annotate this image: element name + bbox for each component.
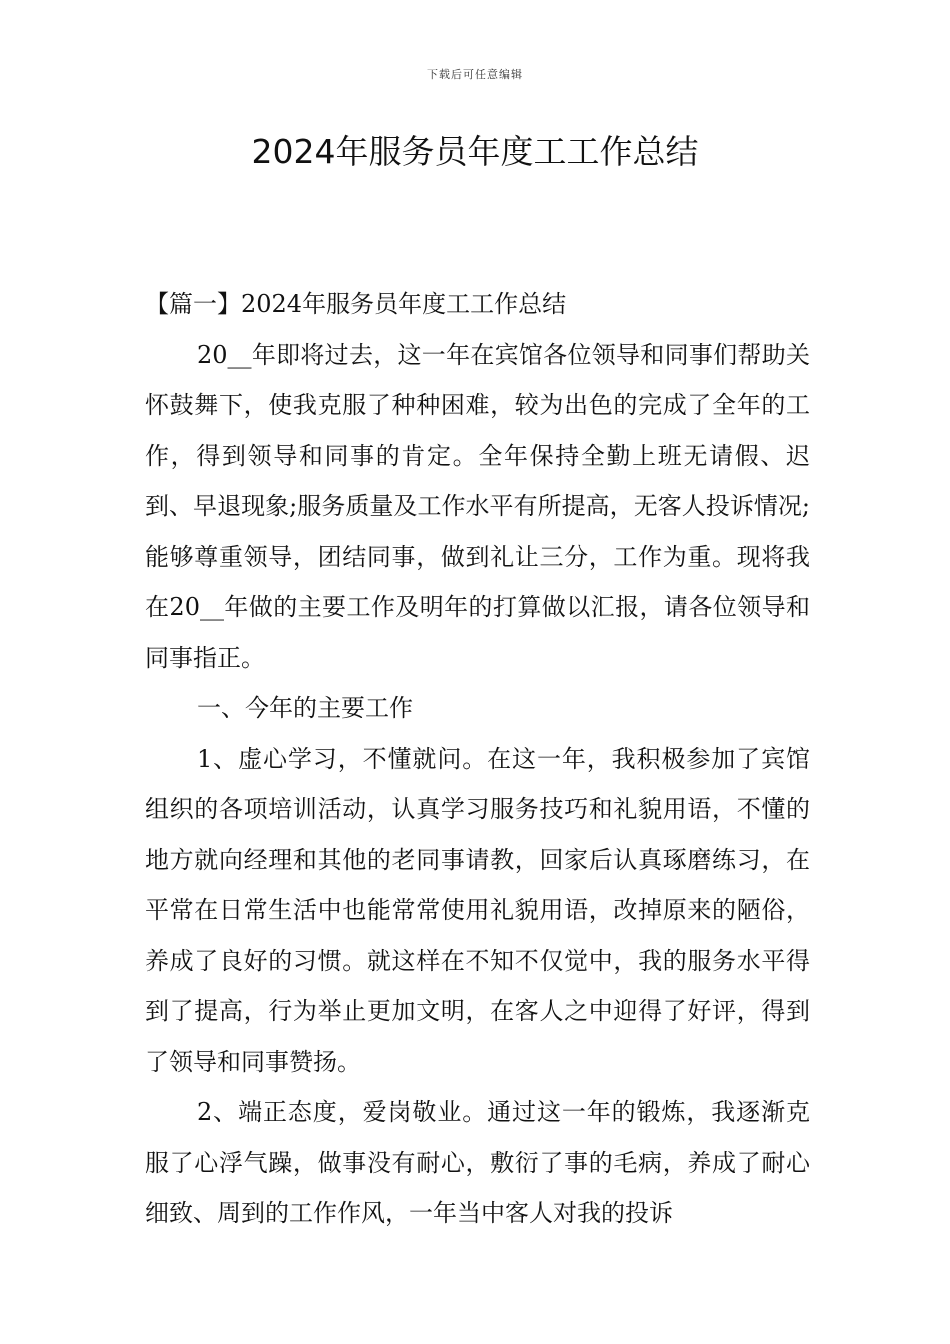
header-note: 下载后可任意编辑	[427, 68, 523, 81]
paragraph-item-2: 2、端正态度，爱岗敬业。通过这一年的锻炼，我逐渐克服了心浮气躁，做事没有耐心，敷衍了事的毛病，养成了耐心细致、周到的工作作风，一年当中客人对我的投诉	[145, 1098, 810, 1227]
paragraph-subheading: 一、今年的主要工作	[197, 694, 413, 722]
document-body	[145, 279, 810, 1239]
paragraph-item-1: 1、虚心学习，不懂就问。在这一年，我积极参加了宾馆组织的各项培训活动，认真学习服务技巧和礼貌用语，不懂的地方就向经理和其他的老同事请教，回家后认真琢磨练习，在平常在日常生活中也能常常使用礼貌用语，改掉原来的陋俗，养成了良好的习惯。就这样在不知不仅觉中，我的服务水平得到了提高，行为举止更加文明，在客人之中迎得了好评，得到了领导和同事赞扬。	[145, 744, 810, 1076]
document-title: 2024年服务员年度工工作总结	[251, 132, 699, 171]
section-heading: 【篇一】2024年服务员年度工工作总结	[145, 290, 567, 318]
paragraph-intro: 20__年即将过去，这一年在宾馆各位领导和同事们帮助关怀鼓舞下，使我克服了种种困难，较为出色的完成了全年的工作，得到领导和同事的肯定。全年保持全勤上班无请假、迟到、早退现象;服务质量及工作水平有所提高，无客人投诉情况;能够尊重领导，团结同事，做到礼让三分，工作为重。现将我在20__年做的主要工作及明年的打算做以汇报，请各位领导和同事指正。	[145, 340, 810, 672]
